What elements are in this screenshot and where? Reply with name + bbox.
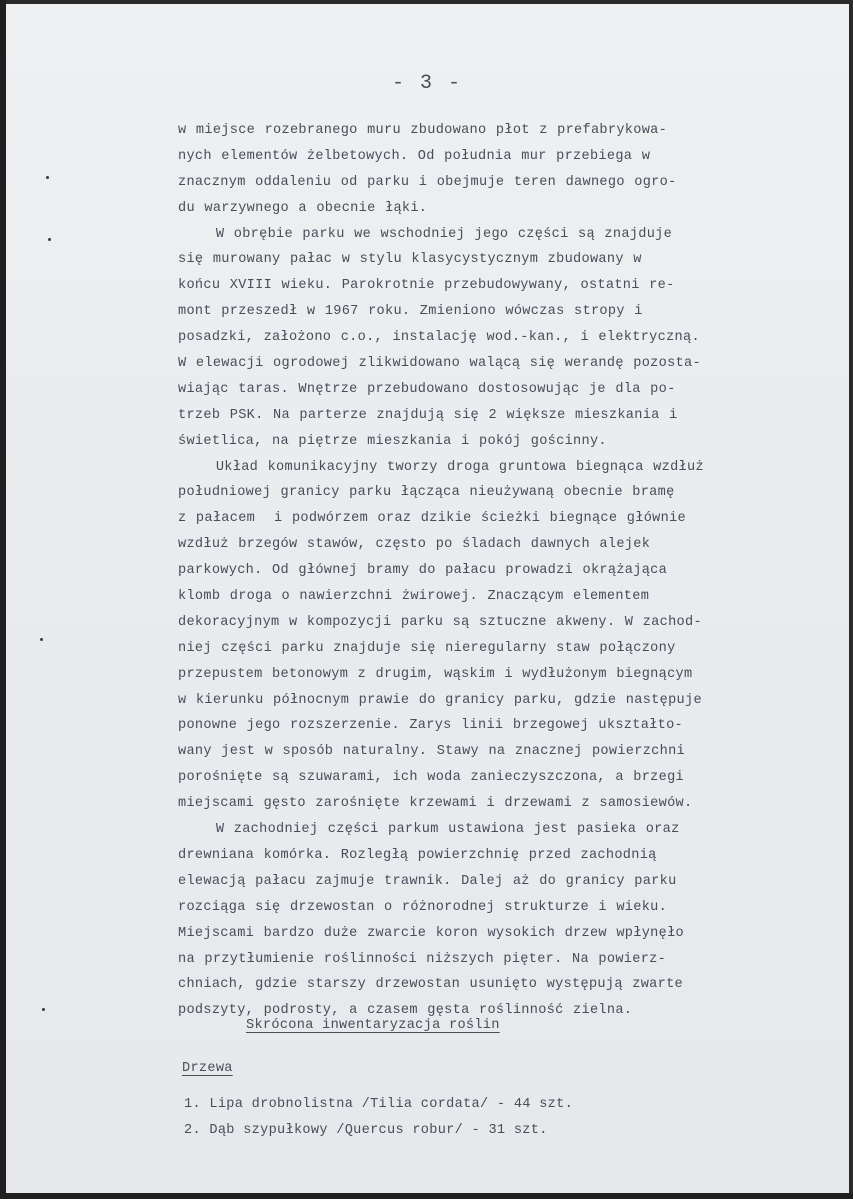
text-line: południowej granicy parku łącząca nieużywaną obecnie bramę — [178, 485, 675, 501]
text-line: wzdłuż brzegów stawów, często po śladach dawnych alejek — [178, 537, 651, 553]
scan-speck — [42, 1008, 45, 1011]
text-line: W elewacji ogrodowej zlikwidowano walącą się werandę pozosta- — [178, 356, 701, 372]
text-line: du warzywnego a obecnie łąki. — [178, 200, 428, 216]
text-line: się murowany pałac w stylu klasycystycznym zbudowany w — [178, 252, 642, 268]
text-line: drewniana komórka. Rozległą powierzchnię przed zachodnią — [178, 847, 657, 863]
text-line: wany jest w sposób naturalny. Stawy na znacznej powierzchni — [178, 744, 685, 760]
text-line: z pałacem i podwórzem oraz dzikie ścieżki biegnące głównie — [178, 511, 686, 527]
scan-speck — [48, 238, 51, 241]
text-line: wiając taras. Wnętrze przebudowano dostosowując je dla po- — [178, 381, 676, 397]
text-line: W zachodniej części parkum ustawiona jest pasieka oraz — [178, 822, 680, 838]
text-line: porośnięte są szuwarami, ich woda zanieczyszczona, a brzegi — [178, 770, 684, 786]
scan-speck — [46, 176, 49, 179]
scan-border-left — [0, 0, 6, 1199]
text-line: klomb droga o nawierzchni żwirowej. Znaczącym elementem — [178, 589, 650, 605]
text-line: dekoracyjnym w kompozycji parku są sztuczne akweny. W zachod- — [178, 614, 702, 630]
text-line: na przytłumienie roślinności niższych pięter. Na powierz- — [178, 951, 667, 967]
text-line: trzeb PSK. Na parterze znajdują się 2 większe mieszkania i — [178, 407, 678, 423]
tree-list — [184, 1092, 573, 1144]
text-line: posadzki, założono c.o., instalację wod.-kan., i elektryczną. — [178, 330, 700, 346]
scan-border-bottom — [0, 1193, 853, 1199]
text-line: nych elementów żelbetowych. Od południa mur przebiega w — [178, 148, 651, 164]
section-heading: Skrócona inwentaryzacja roślin — [246, 1018, 500, 1033]
list-item: 2. Dąb szypułkowy /Quercus robur/ - 31 szt. — [184, 1123, 548, 1138]
section-subheading: Drzewa — [182, 1061, 233, 1076]
text-line: miejscami gęsto zarośnięte krzewami i drzewami z samosiewów. — [178, 796, 693, 812]
text-line: świetlica, na piętrze mieszkania i pokój gościnny. — [178, 433, 607, 449]
page-number: - 3 - — [392, 72, 463, 95]
text-line: chniach, gdzie starszy drzewostan usunięto występują zwarte — [178, 977, 683, 993]
scan-speck — [40, 638, 43, 641]
text-line: rozciąga się drzewostan o różnorodnej strukturze i wieku. — [178, 899, 668, 915]
scan-border-top — [0, 0, 853, 4]
list-item: 1. Lipa drobnolistna /Tilia cordata/ - 44 szt. — [184, 1097, 574, 1112]
text-line: ponowne jego rozszerzenie. Zarys linii brzegowej ukształto- — [178, 718, 683, 734]
text-line: mont przeszedł w 1967 roku. Zmieniono wówczas stropy i — [178, 304, 643, 320]
text-line: Miejscami bardzo duże zwarcie koron wysokich drzew wpłynęło — [178, 925, 684, 941]
text-line: znacznym oddaleniu od parku i obejmuje teren dawnego ogro- — [178, 174, 677, 190]
text-line: w miejsce rozebranego muru zbudowano płot z prefabrykowa- — [178, 123, 668, 138]
text-line: przepustem betonowym z drugim, wąskim i wydłużonym biegnącym — [178, 666, 693, 682]
text-line: końcu XVIII wieku. Parokrotnie przebudowywany, ostatni re- — [178, 278, 675, 294]
text-line: podszyty, podrosty, a czasem gęsta roślinność zielna. — [178, 1003, 633, 1019]
body-text — [178, 118, 838, 1024]
text-line: niej części parku znajduje się nieregularny staw połączony — [178, 640, 676, 656]
text-line: W obrębie parku we wschodniej jego części są znajduje — [178, 226, 673, 242]
scan-border-right — [849, 0, 853, 1199]
text-line: parkowych. Od głównej bramy do pałacu prowadzi okrążająca — [178, 563, 668, 579]
text-line: Układ komunikacyjny tworzy droga gruntowa biegnąca wzdłuż — [178, 459, 704, 475]
text-line: w kierunku północnym prawie do granicy parku, gdzie następuje — [178, 692, 702, 708]
text-line: elewacją pałacu zajmuje trawnik. Dalej aż do granicy parku — [178, 873, 677, 889]
